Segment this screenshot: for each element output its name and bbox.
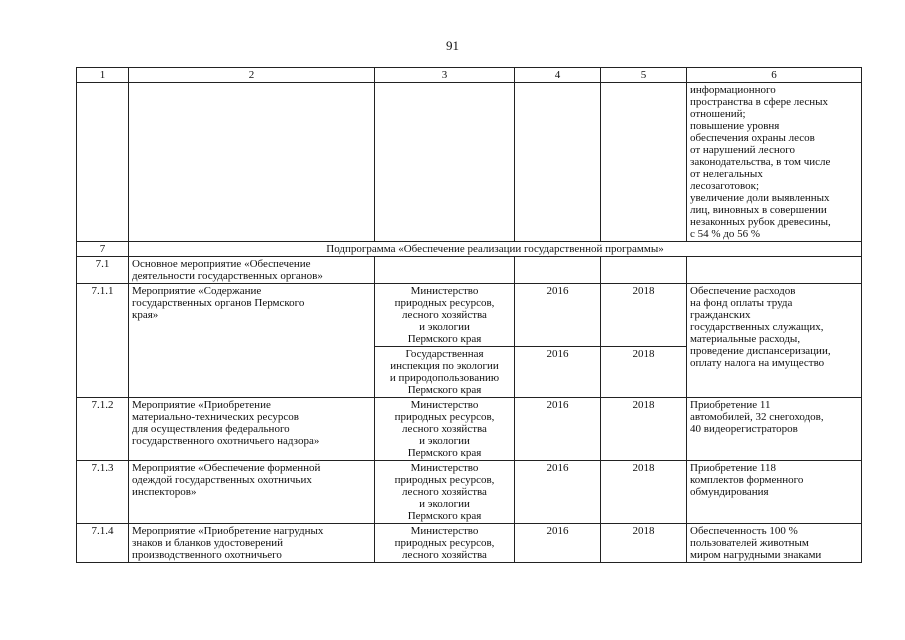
row-end-year: 2018: [601, 284, 687, 347]
row-result: Обеспеченность 100 % пользователей животным миром нагрудными знаками: [687, 524, 862, 563]
row-start-year: 2016: [515, 398, 601, 461]
table-row: [77, 257, 862, 284]
row-end-year: 2018: [601, 461, 687, 524]
row-executor: Министерство природных ресурсов, лесного хозяйства: [375, 524, 515, 563]
empty-cell: [375, 257, 515, 284]
empty-cell: [375, 83, 515, 242]
header-cell: 3: [375, 68, 515, 83]
header-cell: 5: [601, 68, 687, 83]
table-row-continuation: [77, 83, 862, 242]
empty-cell: [601, 257, 687, 284]
row-end-year: 2018: [601, 524, 687, 563]
table-row: [77, 398, 862, 461]
row-name: Основное мероприятие «Обеспечение деятельности государственных органов»: [129, 257, 375, 284]
row-executor: Государственная инспекция по экологии и природопользованию Пермского края: [375, 347, 515, 398]
empty-cell: [77, 83, 129, 242]
row-executor: Министерство природных ресурсов, лесного хозяйства и экологии Пермского края: [375, 461, 515, 524]
row-start-year: 2016: [515, 524, 601, 563]
header-cell: 1: [77, 68, 129, 83]
row-result: Приобретение 11 автомобилей, 32 снегоходов, 40 видеорегистраторов: [687, 398, 862, 461]
empty-cell: [515, 83, 601, 242]
row-number: 7.1.3: [77, 461, 129, 524]
empty-cell: [601, 83, 687, 242]
row-start-year: 2016: [515, 284, 601, 347]
subprogram-title: Подпрограмма «Обеспечение реализации государственной программы»: [129, 242, 862, 257]
empty-cell: [687, 257, 862, 284]
row-end-year: 2018: [601, 398, 687, 461]
row-executor: Министерство природных ресурсов, лесного хозяйства и экологии Пермского края: [375, 284, 515, 347]
row-executor: Министерство природных ресурсов, лесного хозяйства и экологии Пермского края: [375, 398, 515, 461]
row-name: Мероприятие «Приобретение материально-технических ресурсов для осуществления федерального государственного охотничьего надзора»: [129, 398, 375, 461]
row-number: 7.1.2: [77, 398, 129, 461]
row-result: Приобретение 118 комплектов форменного обмундирования: [687, 461, 862, 524]
continuation-result-cell: информационного пространства в сфере лесных отношений; повышение уровня обеспечения охраны лесов от нарушений лесного законодательства, в том числе от нелегальных лесозаготовок; увеличение доли выявленных лиц, виновных в совершении незаконных рубок древесины, с 54 % до 56 %: [687, 83, 862, 242]
row-end-year: 2018: [601, 347, 687, 398]
row-start-year: 2016: [515, 461, 601, 524]
program-table: [76, 67, 862, 563]
row-name: Мероприятие «Обеспечение форменной одеждой государственных охотничьих инспекторов»: [129, 461, 375, 524]
subprogram-row: [77, 242, 862, 257]
page-number: 91: [446, 38, 459, 53]
table-header-row: [77, 68, 862, 83]
row-result: Обеспечение расходов на фонд оплаты труда гражданских государственных служащих, материальные расходы, проведение диспансеризации, оплату налога на имущество: [687, 284, 862, 398]
row-start-year: 2016: [515, 347, 601, 398]
row-name: Мероприятие «Приобретение нагрудных знаков и бланков удостоверений производственного охотничьего: [129, 524, 375, 563]
table-row: [77, 284, 862, 347]
row-number: 7.1.4: [77, 524, 129, 563]
row-name: Мероприятие «Содержание государственных органов Пермского края»: [129, 284, 375, 398]
header-cell: 2: [129, 68, 375, 83]
header-cell: 6: [687, 68, 862, 83]
row-number: 7.1.1: [77, 284, 129, 398]
table-row: [77, 461, 862, 524]
subprogram-number: 7: [77, 242, 129, 257]
table-row: [77, 524, 862, 563]
empty-cell: [515, 257, 601, 284]
empty-cell: [129, 83, 375, 242]
header-cell: 4: [515, 68, 601, 83]
row-number: 7.1: [77, 257, 129, 284]
